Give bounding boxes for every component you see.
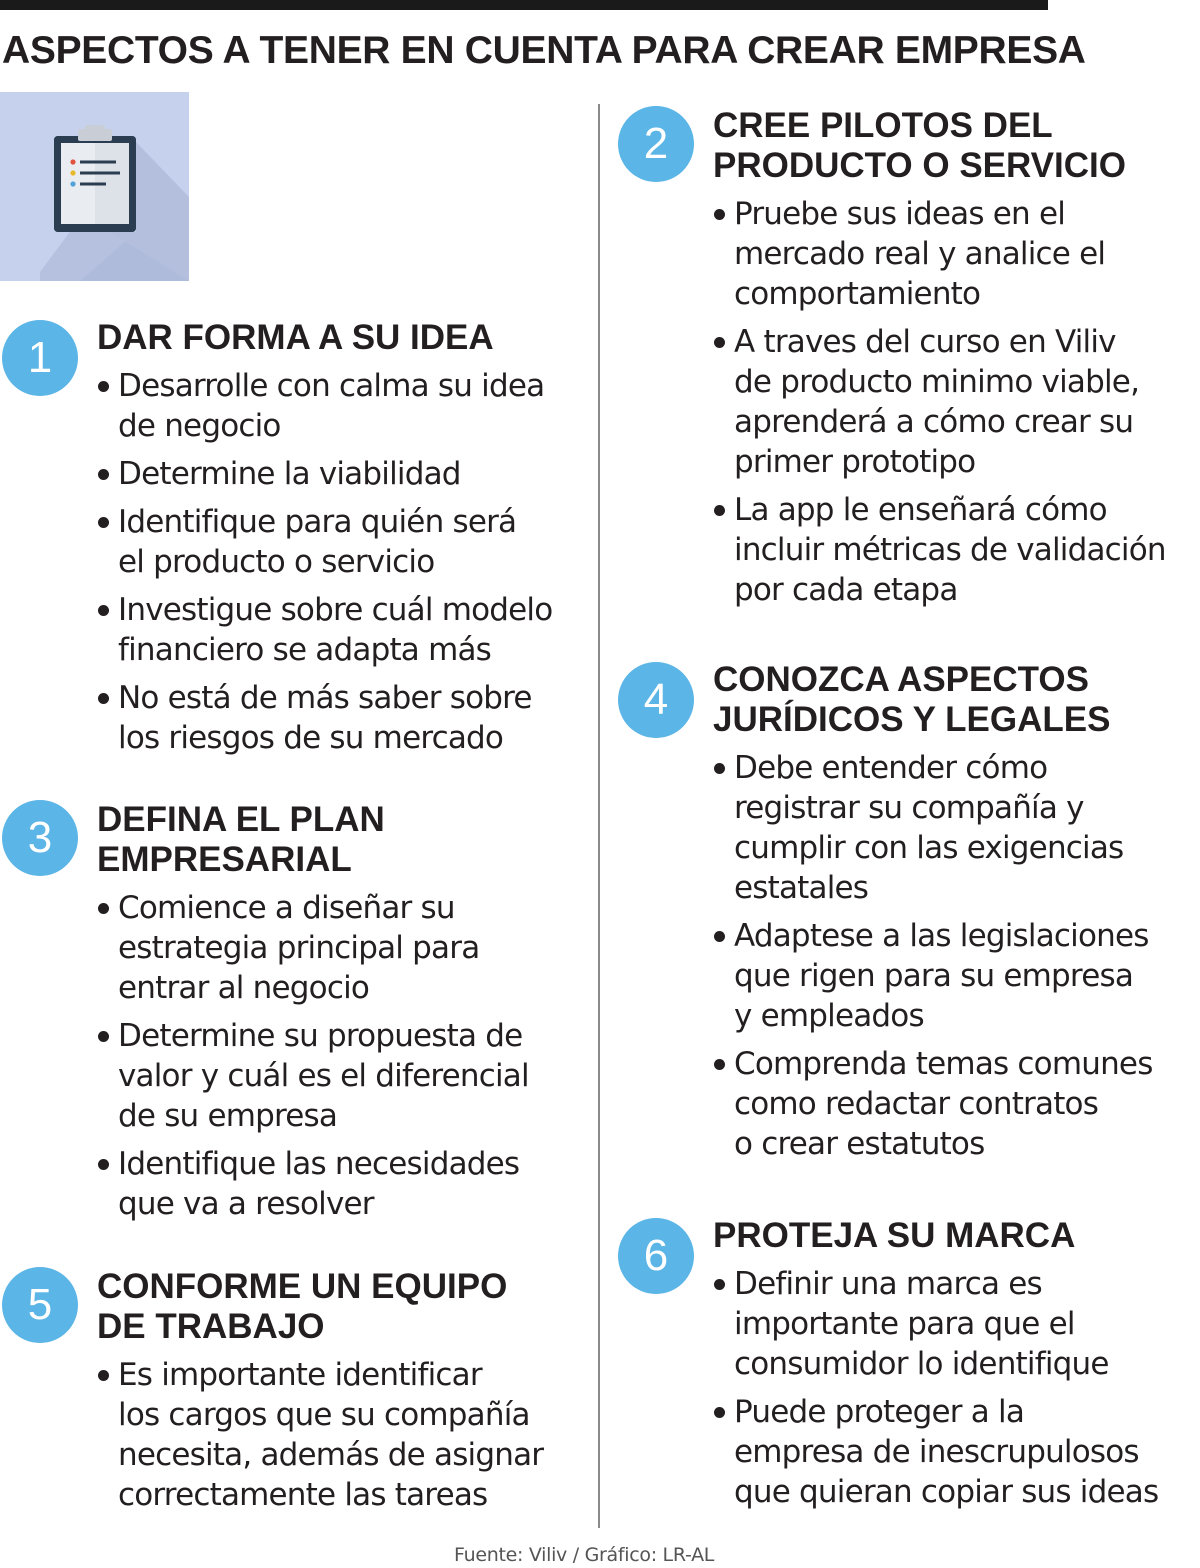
step-number-6: 6 xyxy=(618,1218,694,1294)
bullet-list-1 xyxy=(2,366,598,758)
bullet-list-6 xyxy=(618,1264,1200,1512)
clipboard-icon xyxy=(0,92,189,281)
bullet-item: Determine la viabilidad xyxy=(118,454,598,494)
step-number-1: 1 xyxy=(2,320,78,396)
section-4 xyxy=(618,660,1200,1164)
bullet-item: Investigue sobre cuál modelo financiero se adapta más xyxy=(118,590,598,670)
icon-tile xyxy=(0,92,189,281)
bullet-item: Identifique para quién será el producto o servicio xyxy=(118,502,598,582)
section-heading-3: DEFINA EL PLAN EMPRESARIAL xyxy=(97,800,385,879)
section-heading-1: DAR FORMA A SU IDEA xyxy=(97,318,494,357)
section-6 xyxy=(618,1216,1200,1512)
bullet-item: Comprenda temas comunes como redactar contratos o crear estatutos xyxy=(734,1044,1200,1164)
bullet-item: Definir una marca es importante para que el consumidor lo identifique xyxy=(734,1264,1200,1384)
section-3 xyxy=(2,800,598,1224)
bullet-item: A traves del curso en Viliv de producto minimo viable, aprenderá a cómo crear su primer prototipo xyxy=(734,322,1200,482)
source-credit: Fuente: Viliv / Gráfico: LR-AL xyxy=(454,1544,715,1566)
column-divider xyxy=(598,104,600,1528)
step-number-5: 5 xyxy=(2,1267,78,1343)
bullet-item: No está de más saber sobre los riesgos de su mercado xyxy=(118,678,598,758)
section-heading-5: CONFORME UN EQUIPO DE TRABAJO xyxy=(97,1267,508,1346)
top-rule xyxy=(0,0,1048,10)
bullet-item: Adaptese a las legislaciones que rigen para su empresa y empleados xyxy=(734,916,1200,1036)
step-number-4: 4 xyxy=(618,662,694,738)
bullet-item: La app le enseñará cómo incluir métricas de validación por cada etapa xyxy=(734,490,1200,610)
step-number-2: 2 xyxy=(618,106,694,182)
bullet-list-4 xyxy=(618,748,1200,1164)
section-2 xyxy=(618,106,1200,610)
bullet-item: Debe entender cómo registrar su compañía y cumplir con las exigencias estatales xyxy=(734,748,1200,908)
bullet-item: Es importante identificar los cargos que su compañía necesita, además de asignar correctamente las tareas xyxy=(118,1355,598,1515)
bullet-item: Puede proteger a la empresa de inescrupulosos que quieran copiar sus ideas xyxy=(734,1392,1200,1512)
bullet-item: Identifique las necesidades que va a resolver xyxy=(118,1144,598,1224)
bullet-item: Determine su propuesta de valor y cuál es el diferencial de su empresa xyxy=(118,1016,598,1136)
section-5 xyxy=(2,1267,598,1515)
section-1 xyxy=(2,318,598,758)
bullet-list-5 xyxy=(2,1355,598,1515)
bullet-item: Pruebe sus ideas en el mercado real y analice el comportamiento xyxy=(734,194,1200,314)
bullet-list-2 xyxy=(618,194,1200,610)
step-number-3: 3 xyxy=(2,800,78,876)
section-heading-6: PROTEJA SU MARCA xyxy=(713,1216,1076,1255)
page-title: ASPECTOS A TENER EN CUENTA PARA CREAR EMPRESA xyxy=(2,29,1086,72)
bullet-item: Comience a diseñar su estrategia principal para entrar al negocio xyxy=(118,888,598,1008)
bullet-item: Desarrolle con calma su idea de negocio xyxy=(118,366,598,446)
section-heading-4: CONOZCA ASPECTOS JURÍDICOS Y LEGALES xyxy=(713,660,1111,739)
bullet-list-3 xyxy=(2,888,598,1224)
section-heading-2: CREE PILOTOS DEL PRODUCTO O SERVICIO xyxy=(713,106,1126,185)
